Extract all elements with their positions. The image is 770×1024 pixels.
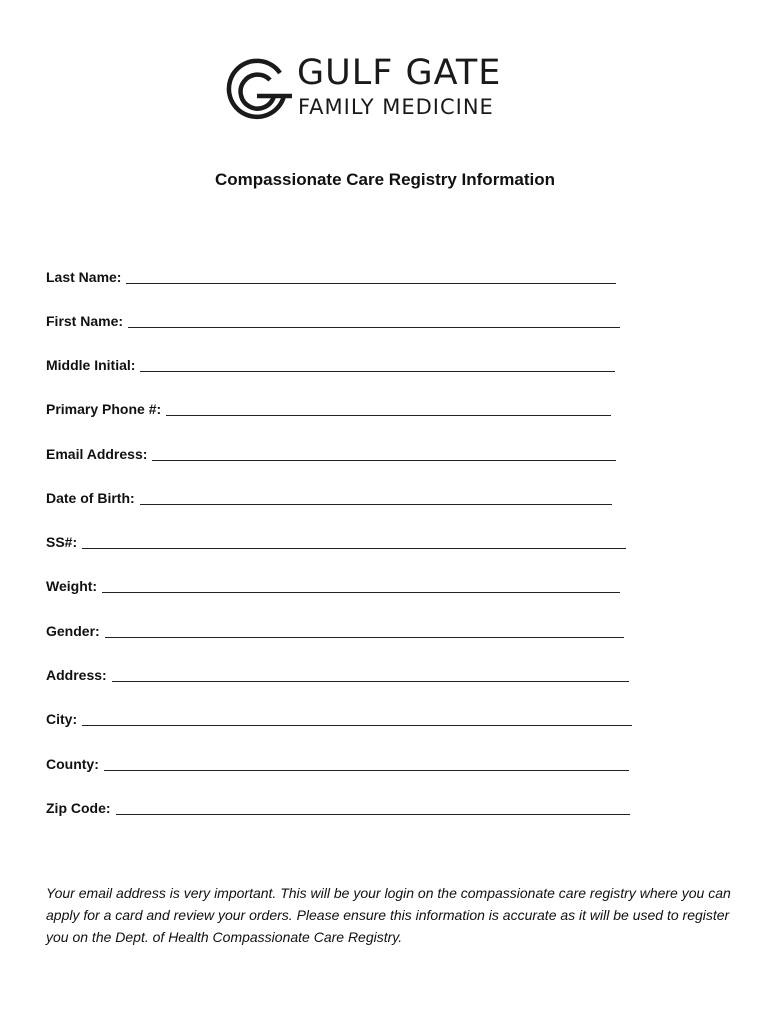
date-of-birth-field [46,483,612,507]
primary-phone-field [46,394,611,418]
field-label: Date of Birth: [46,490,135,506]
zip-code-field [46,793,630,817]
logo-subtitle: FAMILY MEDICINE [298,95,494,119]
last-name-field [46,262,616,286]
address-input-line[interactable] [112,667,629,682]
page-title: Compassionate Care Registry Information [214,170,556,189]
zip-code-input-line[interactable] [116,800,630,815]
gender-field [46,616,624,640]
middle-initial-field [46,350,615,374]
field-label: Address: [46,667,107,683]
field-label: County: [46,756,99,772]
field-label: SS#: [46,534,78,550]
email-importance-note: Your email address is very important. This will be your login on the compassionate care registry where you can apply for a card and review your orders. Please ensure this information is accurate as it will be used to register you on the Dept. of Health Compassionate Care Registry. [46,885,731,945]
field-label: City: [46,711,78,727]
date-of-birth-input-line[interactable] [140,490,612,505]
email-address-field [46,439,616,463]
field-label: Gender: [46,623,100,639]
weight-field [46,571,620,595]
first-name-field [46,306,620,330]
county-input-line[interactable] [104,756,629,771]
field-label: Weight: [46,578,98,594]
first-name-input-line[interactable] [128,313,620,328]
primary-phone-input-line[interactable] [166,401,611,416]
field-label: First Name: [46,313,124,329]
field-label: Primary Phone #: [46,401,162,417]
field-label: Last Name: [46,269,122,285]
gg-monogram-icon [224,58,292,124]
clinic-logo [224,53,554,126]
ssn-input-line[interactable] [82,534,626,549]
field-label: Email Address: [46,446,148,462]
city-field [46,704,632,728]
logo-name: GULF GATE [297,53,502,93]
city-input-line[interactable] [82,711,632,726]
ssn-field [46,527,626,551]
email-address-input-line[interactable] [152,446,616,461]
middle-initial-input-line[interactable] [140,357,615,372]
gender-input-line[interactable] [105,623,624,638]
address-field [46,660,629,684]
county-field [46,749,629,773]
last-name-input-line[interactable] [126,269,616,284]
field-label: Middle Initial: [46,357,136,373]
field-label: Zip Code: [46,800,111,816]
weight-input-line[interactable] [102,578,620,593]
